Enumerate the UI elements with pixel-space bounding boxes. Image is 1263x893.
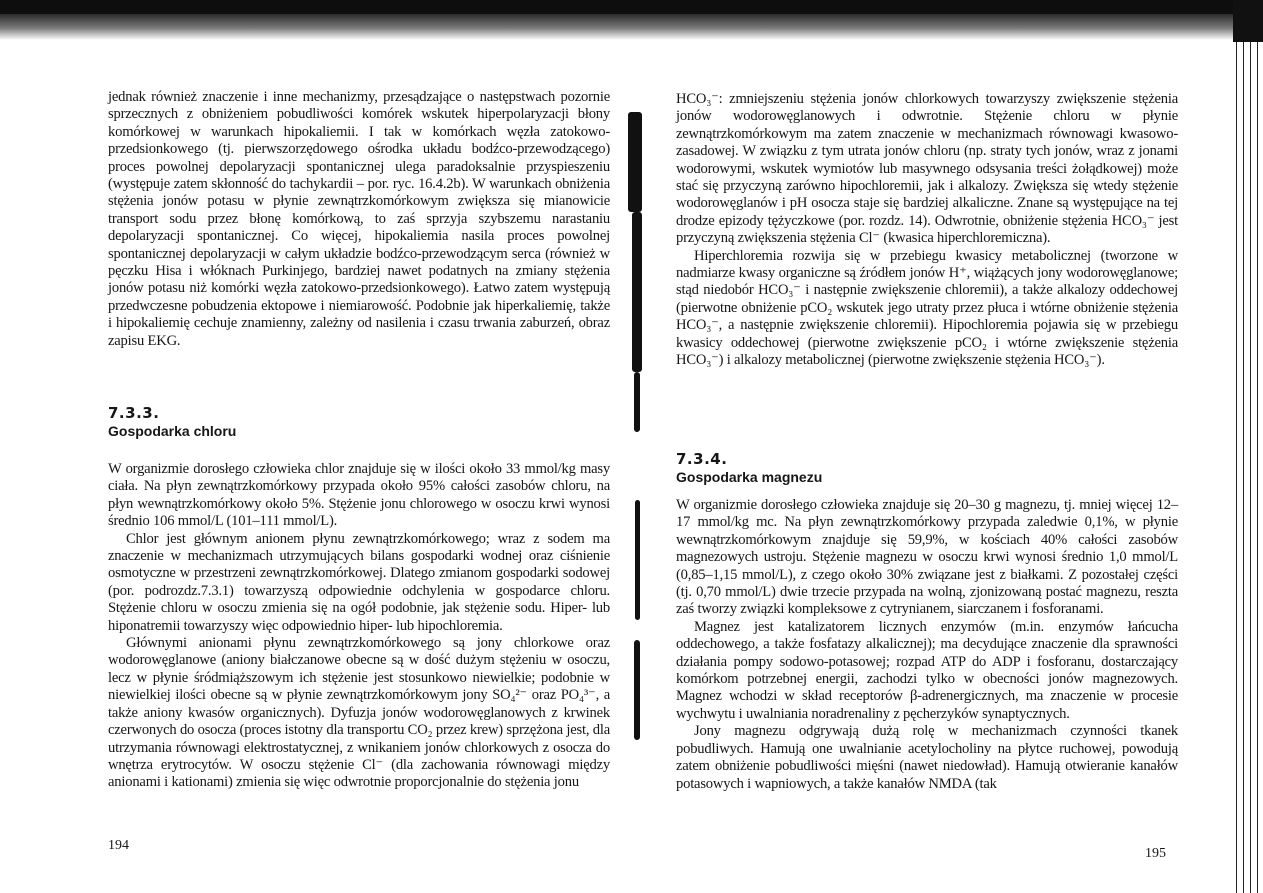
spine-shadow [634,372,640,432]
spine-shadow [628,112,642,212]
book-spine [610,0,650,893]
paragraph: W organizmie dorosłego człowieka chlor znajduje się w ilości około 33 mmol/kg masy ciała. Na płyn zewnątrzkomórkowy przypada około 95% całości zasobów chloru, na płyn wewnątrzkomórkowy około 5%. Stężenie jonu chlorowego w osoczu krwi wynosi średnio 106 mmol/L (101–111 mmol/L). [108,461,610,530]
paragraph: Chlor jest głównym anionem płynu zewnątrzkomórkowego; wraz z sodem ma znaczenie w mechanizmach utrzymujących bilans gospodarki wodnej oraz ciśnienie osmotyczne w przestrzeni zewnątrzkomórkowej. Dlatego zmianom gospodarki sodowej (por. podrozdz.7.3.1) towarzyszą odpowiednie odchylenia w gospodarce chloru. Stężenie chloru w osoczu zmienia się na ogół podobnie, jak stężenie sodu. Hiper- lub hiponatremii towarzyszy więc odpowiednio hiper- lub hipochloremia. [108,530,610,634]
left-page [108,0,610,893]
spine-shadow [634,640,640,740]
spine-shadow [632,212,642,372]
paragraph: Głównymi anionami płynu zewnątrzkomórkowego są jony chlorkowe oraz wodorowęglanowe (aniony białczanowe obecne są w dość dużym stężeniu w osoczu, lecz w płynie śródmiąższowym ich stężenie jest stosunkowo niewielkie; podobnie w niewielkiej ilości obecne są w płynie zewnątrzkomórkowym jony SO₄²⁻ oraz PO₄³⁻, a także aniony kwasów organicznych). Dyfuzja jonów wodorowęglanowych z krwinek czerwonych do osocza (proces istotny dla transportu CO₂ przez krew) sprzężona jest, dla utrzymania równowagi elektrostatycznej, z wnikaniem jonów chlorkowych z osocza do wnętrza erytrocytów. W osoczu stężenie Cl⁻ (dla zachowania równowagi między anionami i kationami) zmienia się więc odwrotnie proporcjonalnie do stężenia jonu [108,635,610,791]
section-title: Gospodarka chloru [108,423,237,439]
left-section-body [108,461,610,792]
left-paragraph-top: jednak również znaczenie i inne mechanizmy, przesądzające o następstwach pozornie sprzecznych z obniżeniem pobudliwości komórek wskutek hiperpolaryzacji błony komórkowej w warunkach hipokaliemii. I tak w komórkach węzła zatokowo-przedsionkowego (tj. pierwszorzędowego ośrodka układu bodźco-przewodzącego) proces powolnej depolaryzacji spontanicznej ulega paradoksalnie przyspieszeniu (występuje zatem skłonność do tachykardii – por. ryc. 16.4.2b). W warunkach obniżenia stężenia jonów potasu w płynie zewnątrzkomórkowym zwiększa się mianowicie transport sodu przez błonę komórkową, to zaś sprzyja szybszemu narastaniu depolaryzacji spontanicznej. Co więcej, hipokaliemia nasila proces powolnej spontanicznej depolaryzacji w całym układzie bodźco-przewodzącym serca (również w pęczku Hisa i włóknach Purkinjego, bardziej nawet podatnych na zmiany stężenia jonów potasu niż komórki węzła zatokowo-przedsionkowego). Łatwo zatem występują przedwczesne pobudzenia ektopowe i niemiarowość. Podobnie jak hiperkaliemię, także i hipokaliemię cechuje znamienny, zależny od nasilenia i czasu trwania zaburzeń, obraz zapisu EKG. [108,89,610,349]
paragraph: W organizmie dorosłego człowieka znajduje się 20–30 g magnezu, tj. mniej więcej 12–17 mmol/kg mc. Na płyn zewnątrzkomórkowy przypada zaledwie 0,1%, w płynie wewnątrzkomórkowym znajduje się 59,9%, w kościach 40% całości zasobów magnezowych ustroju. Stężenie magnezu w osoczu krwi wynosi średnio 1,0 mmol/L (0,85–1,15 mmol/L), z czego około 30% związane jest z białkami. Z pozostałej części (tj. 0,70 mmol/L) dwie trzecie przypada na wolną, zjonizowaną postać magnezu, reszta zaś tworzy związki kompleksowe z cytrynianem, siarczanem i fosforanami. [676,497,1178,618]
page-number: 195 [1145,846,1166,861]
page-number: 194 [108,838,129,853]
paragraph: Magnez jest katalizatorem licznych enzymów (m.in. enzymów łańcucha oddechowego, a także fosfatazy alkalicznej); ma decydujące znaczenie dla sprawności działania pompy sodowo-potasowej; rozpad ATP do ADP i fosforanu, dostarczający komórkom potrzebnej energii, zachodzi tylko w obecności jonów magnezowych. Magnez wchodzi w skład receptorów β-adrenergicznych, ma znaczenie w procesie wychwytu i uwalniania noradrenaliny z pęcherzyków synaptycznych. [676,618,1178,722]
section-number: 7.3.4. [676,450,728,468]
right-section-body [676,497,1178,793]
right-page [676,0,1178,893]
edge-shadow [1233,0,1263,42]
section-number: 7.3.3. [108,404,160,422]
spine-shadow [635,500,640,620]
page-stack-edge [1233,0,1263,893]
paragraph: Jony magnezu odgrywają dużą rolę w mechanizmach czynności tkanek pobudliwych. Hamują one uwalnianie acetylocholiny na płytce ruchowej, powodują zatem obniżenie pobudliwości mięśni (nawet niedowład). Hamują otwieranie kanałów potasowych i wapniowych, a także kanałów NMDA (tak [676,723,1178,792]
right-paragraph-top: HCO₃⁻: zmniejszeniu stężenia jonów chlorkowych towarzyszy zwiększenie stężenia jonów wodorowęglanowych i odwrotnie. Stężenie chloru w płynie zewnątrzkomórkowym ma zatem znaczenie w mechanizmach równowagi kwasowo-zasadowej. W związku z tym utrata jonów chloru (np. straty tych jonów, wraz z jonami wodorowymi, wskutek wymiotów lub masywnego odsysania treści żołądkowej) może stać się przyczyną zarówno hipochloremii, jak i alkalozy. Zwiększa się wtedy stężenie wodorowęglanów i pH osocza staje się bardziej alkaliczne. Znane są występujące na tej drodze epizody tężyczkowe (por. rozdz. 14). Odwrotnie, obniżenie stężenia HCO₃⁻ jest przyczyną zwiększenia stężenia Cl⁻ (kwasica hiperchloremiczna). Hiperchloremia rozwija się w przebiegu kwasicy metabolicznej (tworzone w nadmiarze kwasy organiczne są źródłem jonów H⁺, wiążących jony wodorowęglanowe; stąd niedobór HCO₃⁻ i następnie zwiększenie chloremii), a także alkalozy oddechowej (pierwotne obniżenie pCO₂ wskutek jego utraty przez płuca i wtórne obniżenie stężenia HCO₃⁻, a następnie zwiększenie chloremii). Hipochloremia pojawia się w przebiegu kwasicy oddechowej (pierwotne zwiększenie pCO₂ i wtórne zwiększenie stężenia HCO₃⁻) i alkalozy metabolicznej (pierwotne zwiększenie stężenia HCO₃⁻). [676,91,1178,369]
section-title: Gospodarka magnezu [676,469,823,485]
